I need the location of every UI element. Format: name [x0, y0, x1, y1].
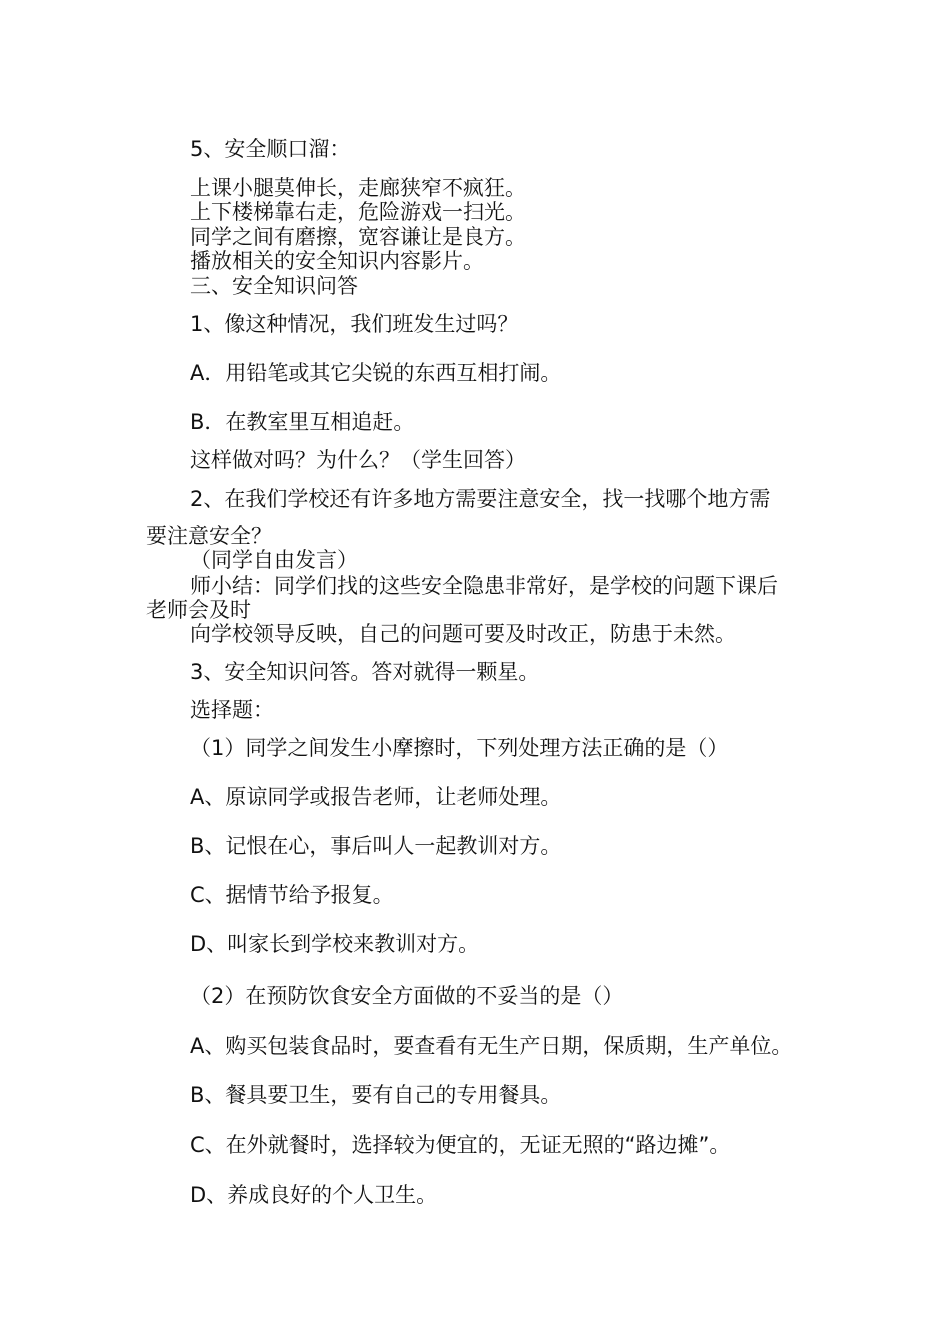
mc-question-2: （2）在预防饮食安全方面做的不妥当的是（） — [190, 984, 624, 1008]
mc-question-2-option-b: B、餐具要卫生，要有自己的专用餐具。 — [190, 1083, 562, 1107]
mc-question-1-option-d: D、叫家长到学校来教训对方。 — [190, 932, 480, 956]
teacher-summary-line-1: 师小结：同学们找的这些安全隐患非常好，是学校的问题下课后 — [190, 574, 778, 598]
mc-question-1-option-a: A、原谅同学或报告老师，让老师处理。 — [190, 785, 562, 809]
question-3: 3、安全知识问答。答对就得一颗星。 — [190, 660, 540, 684]
rhyme-line-1: 上课小腿莫伸长，走廊狭窄不疯狂。 — [190, 176, 526, 200]
section-heading-rhyme: 5、安全顺口溜： — [190, 137, 351, 161]
mc-question-1: （1）同学之间发生小摩擦时，下列处理方法正确的是（） — [190, 736, 729, 760]
free-discussion-note: （同学自由发言） — [190, 548, 358, 572]
multiple-choice-heading: 选择题： — [190, 698, 274, 722]
mc-question-1-option-c: C、据情节给予报复。 — [190, 883, 394, 907]
mc-question-2-option-c: C、在外就餐时，选择较为便宜的，无证无照的“路边摊”。 — [190, 1133, 731, 1157]
mc-question-1-option-b: B、记恨在心，事后叫人一起教训对方。 — [190, 834, 562, 858]
mc-question-2-option-a: A、购买包装食品时，要查看有无生产日期，保质期，生产单位。 — [190, 1034, 793, 1058]
rhyme-line-2: 上下楼梯靠右走，危险游戏一扫光。 — [190, 200, 526, 224]
question-1-option-b: B．在教室里互相追赶。 — [190, 410, 415, 434]
teacher-summary-line-3: 向学校领导反映，自己的问题可要及时改正，防患于未然。 — [190, 622, 736, 646]
mc-question-2-option-d: D、养成良好的个人卫生。 — [190, 1183, 438, 1207]
question-1-option-a: A．用铅笔或其它尖锐的东西互相打闹。 — [190, 361, 562, 385]
rhyme-line-3: 同学之间有磨擦，宽容谦让是良方。 — [190, 225, 526, 249]
question-2-line-1: 2、在我们学校还有许多地方需要注意安全，找一找哪个地方需 — [190, 487, 771, 511]
section-heading-qa: 三、安全知识问答 — [190, 274, 358, 298]
question-1-followup: 这样做对吗？为什么？（学生回答） — [190, 448, 526, 472]
video-note: 播放相关的安全知识内容影片。 — [190, 249, 484, 273]
question-1: 1、像这种情况，我们班发生过吗？ — [190, 312, 519, 336]
question-2-line-2: 要注意安全？ — [146, 524, 272, 548]
teacher-summary-line-2: 老师会及时 — [146, 598, 251, 622]
